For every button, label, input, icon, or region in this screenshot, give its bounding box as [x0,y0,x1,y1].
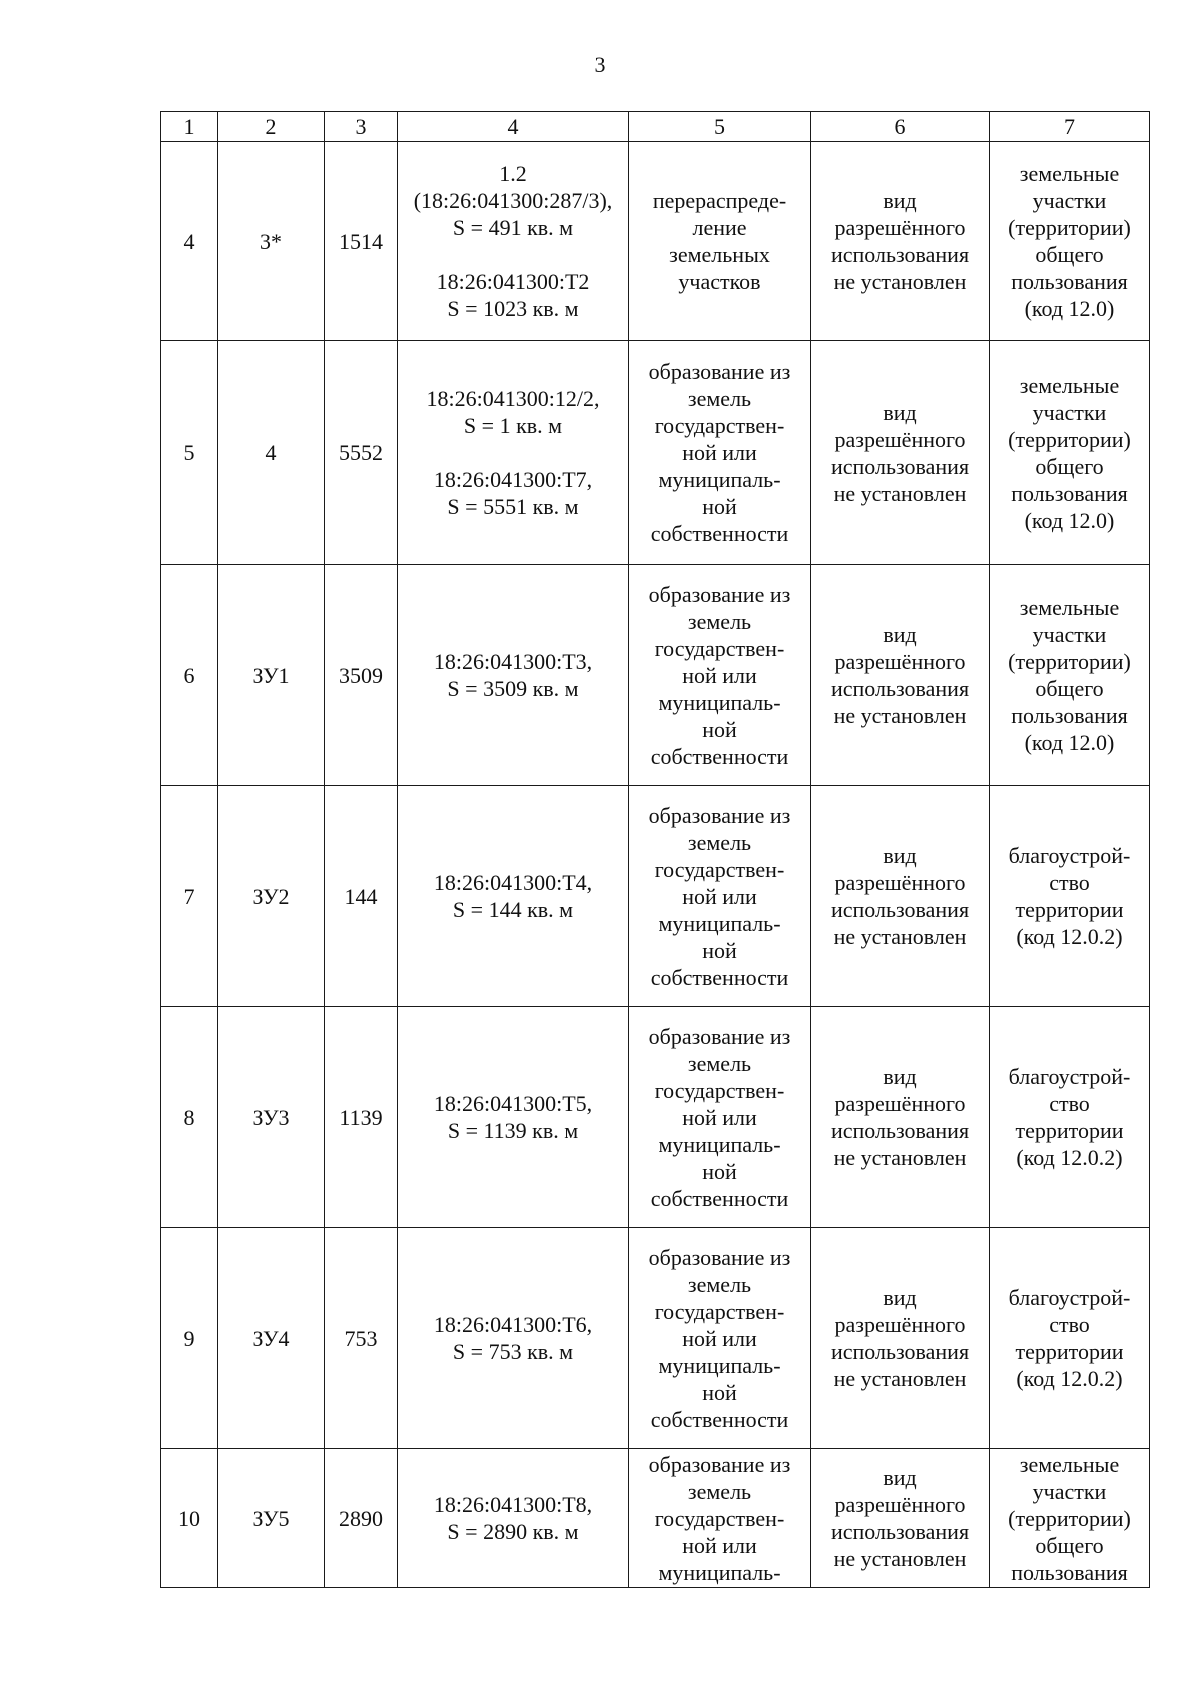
area-cell: 144 [325,786,398,1007]
use-category-cell: земельные участки (территории) общего пользования (код 12.0) [990,142,1150,341]
row-number-cell: 6 [161,565,218,786]
plot-designation-cell: 3* [218,142,325,341]
formation-method-cell: образование из земель государствен- ной или муниципаль- [629,1449,811,1588]
land-plots-table [160,111,1150,1588]
column-header: 2 [218,112,325,142]
plot-designation-cell: ЗУ2 [218,786,325,1007]
table-row [161,1007,1150,1228]
area-cell: 1139 [325,1007,398,1228]
use-category-cell: благоустрой- ство территории (код 12.0.2) [990,1007,1150,1228]
use-category-cell: земельные участки (территории) общего пользования [990,1449,1150,1588]
table-row [161,1228,1150,1449]
area-cell: 753 [325,1228,398,1449]
plot-designation-cell: ЗУ1 [218,565,325,786]
permitted-use-cell: вид разрешённого использования не установлен [811,1007,990,1228]
plot-designation-cell: ЗУ5 [218,1449,325,1588]
plot-designation-cell: ЗУ3 [218,1007,325,1228]
table-row [161,786,1150,1007]
table-row [161,341,1150,565]
use-category-cell: благоустрой- ство территории (код 12.0.2) [990,1228,1150,1449]
cadastral-source-cell: 18:26:041300:Т3, S = 3509 кв. м [398,565,629,786]
cadastral-source-cell: 18:26:041300:Т4, S = 144 кв. м [398,786,629,1007]
formation-method-cell: образование из земель государствен- ной или муниципаль- ной собственности [629,565,811,786]
column-header: 3 [325,112,398,142]
table-row [161,1449,1150,1588]
row-number-cell: 7 [161,786,218,1007]
formation-method-cell: перераспреде- ление земельных участков [629,142,811,341]
formation-method-cell: образование из земель государствен- ной или муниципаль- ной собственности [629,1228,811,1449]
permitted-use-cell: вид разрешённого использования не установлен [811,565,990,786]
permitted-use-cell: вид разрешённого использования не установлен [811,1449,990,1588]
cadastral-source-cell: 18:26:041300:12/2, S = 1 кв. м 18:26:041300:Т7, S = 5551 кв. м [398,341,629,565]
column-header: 4 [398,112,629,142]
cadastral-source-cell: 18:26:041300:Т8, S = 2890 кв. м [398,1449,629,1588]
column-header: 7 [990,112,1150,142]
permitted-use-cell: вид разрешённого использования не установлен [811,341,990,565]
table-row [161,565,1150,786]
page-number: 3 [594,52,606,77]
row-number-cell: 4 [161,142,218,341]
formation-method-cell: образование из земель государствен- ной или муниципаль- ной собственности [629,1007,811,1228]
column-header: 1 [161,112,218,142]
formation-method-cell: образование из земель государствен- ной или муниципаль- ной собственности [629,786,811,1007]
cadastral-source-cell: 1.2 (18:26:041300:287/3), S = 491 кв. м 18:26:041300:Т2 S = 1023 кв. м [398,142,629,341]
row-number-cell: 5 [161,341,218,565]
plot-designation-cell: ЗУ4 [218,1228,325,1449]
use-category-cell: земельные участки (территории) общего пользования (код 12.0) [990,565,1150,786]
area-cell: 1514 [325,142,398,341]
area-cell: 5552 [325,341,398,565]
row-number-cell: 10 [161,1449,218,1588]
use-category-cell: благоустрой- ство территории (код 12.0.2) [990,786,1150,1007]
cadastral-source-cell: 18:26:041300:Т5, S = 1139 кв. м [398,1007,629,1228]
permitted-use-cell: вид разрешённого использования не установлен [811,786,990,1007]
permitted-use-cell: вид разрешённого использования не установлен [811,1228,990,1449]
row-number-cell: 8 [161,1007,218,1228]
cadastral-source-cell: 18:26:041300:Т6, S = 753 кв. м [398,1228,629,1449]
formation-method-cell: образование из земель государствен- ной или муниципаль- ной собственности [629,341,811,565]
table-row [161,142,1150,341]
column-header: 6 [811,112,990,142]
use-category-cell: земельные участки (территории) общего пользования (код 12.0) [990,341,1150,565]
column-header: 5 [629,112,811,142]
permitted-use-cell: вид разрешённого использования не установлен [811,142,990,341]
plot-designation-cell: 4 [218,341,325,565]
area-cell: 3509 [325,565,398,786]
header-row [161,112,1150,142]
row-number-cell: 9 [161,1228,218,1449]
area-cell: 2890 [325,1449,398,1588]
